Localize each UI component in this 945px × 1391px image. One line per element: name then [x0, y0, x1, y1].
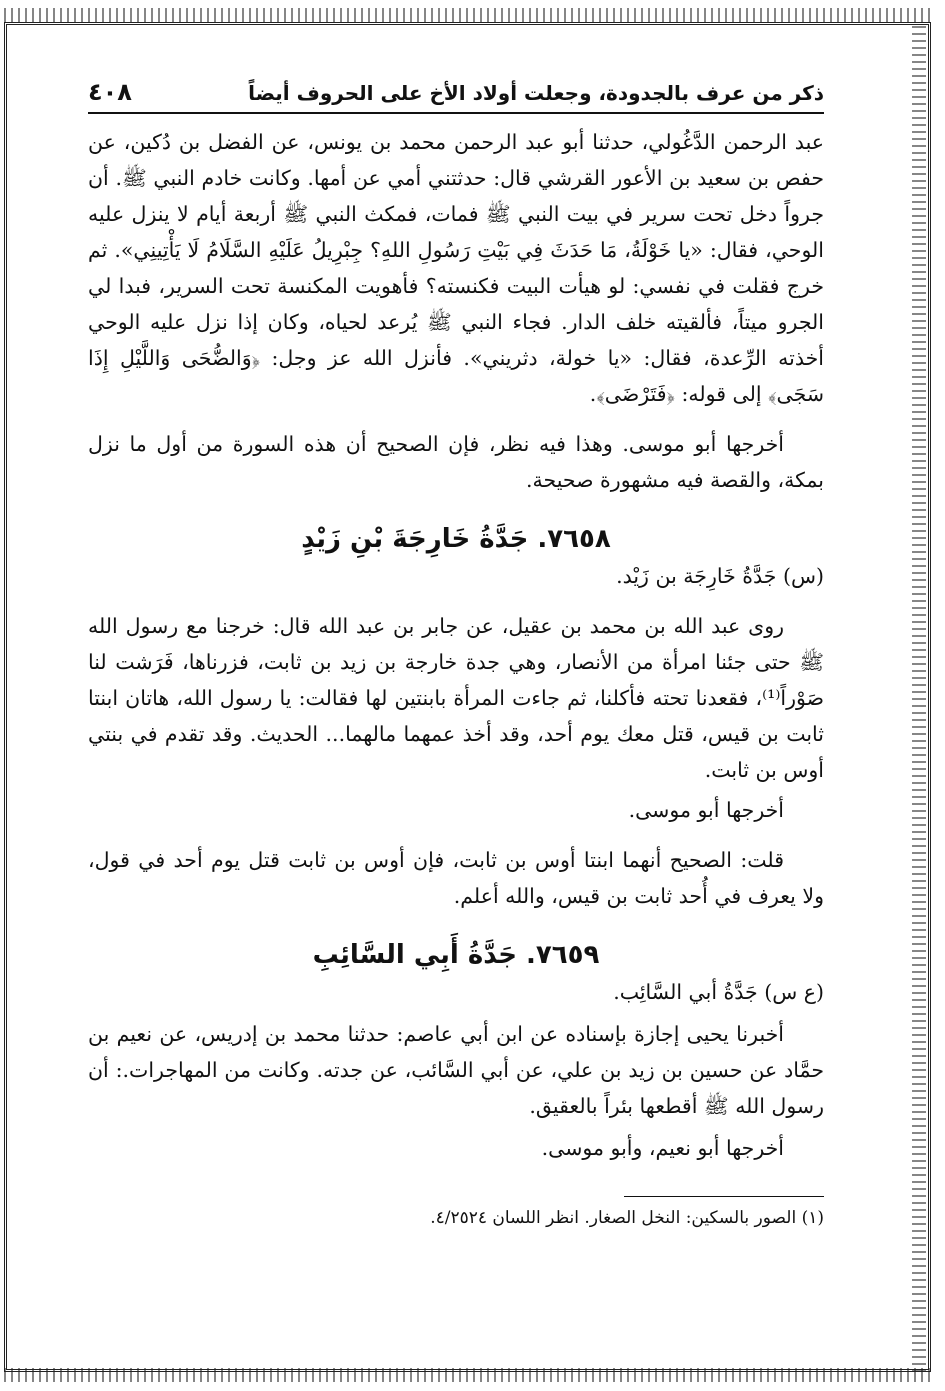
entry-title: ٧٦٥٩. جَدَّةُ أَبِي السَّائِبِ	[312, 940, 600, 970]
bottom-ornament-border	[4, 1368, 931, 1382]
top-ornament-border	[4, 8, 931, 22]
paragraph: قلت: الصحيح أنهما ابنتا أوس بن ثابت، فإن أوس بن ثابت قتل يوم أحد في قول، ولا يعرف في أُحد ثابت بن قيس، والله أعلم.	[88, 848, 824, 908]
paragraph: أخرجها أبو نعيم، وأبو موسى.	[541, 1136, 784, 1160]
footnote: (١) الصور بالسكين: النخل الصغار. انظر اللسان ٤/٢٥٢٤.	[430, 1208, 824, 1228]
footnote-separator	[624, 1196, 824, 1197]
page-number: ٤٠٨	[88, 78, 132, 106]
paragraph: عبد الرحمن الدَّغُولي، حدثنا أبو عبد الرحمن محمد بن يونس، عن الفضل بن دُكين، عن حفص بن سعيد بن الأعور القرشي قال: حدثتني أمي عن أمها. وكانت خادم النبي ﷺ. أن جرواً دخل تحت سرير في بيت النبي ﷺ فمات، فمكث النبي ﷺ أربعة أيام لا ينزل عليه الوحي، فقال: «يا خَوْلَةُ، مَا حَدَثَ فِي بَيْتِ رَسُولِ اللهِ؟ جِبْرِيلُ عَلَيْهِ السَّلَامُ لَا يَأْتِينِي». ثم خرج فقلت في نفسي: لو هيأت البيت فكنسته؟ فأهويت المكنسة تحت السرير، فبدا لي الجرو ميتاً، فألقيته خلف الدار. فجاء النبي ﷺ يُرعد لحياه، وكان إذا نزل عليه الوحي أخذته الرِّعدة، فقال: «يا خولة، دثريني». فأنزل الله عز وجل: ﴿وَالضُّحَى وَاللَّيْلِ إِذَا سَجَى﴾ إلى قوله: ﴿فَتَرْضَى﴾.	[88, 130, 824, 406]
running-title: ذكر من عرف بالجدودة، وجعلت أولاد الأخ على الحروف أيضاً	[248, 81, 824, 105]
paragraph: أخرجها أبو موسى. وهذا فيه نظر، فإن الصحيح أن هذه السورة من أول ما نزل بمكة، والقصة فيه مشهورة صحيحة.	[88, 432, 824, 492]
paragraph: روى عبد الله بن محمد بن عقيل، عن جابر بن عبد الله قال: خرجنا مع رسول الله ﷺ حتى جئنا امرأة من الأنصار، وهي جدة خارجة بن زيد بن ثابت، فزرناها، فَرَشت لنا صَوْراً⁽¹⁾، فقعدنا تحته فأكلنا، ثم جاءت المرأة بابنتين لها فقالت: يا رسول الله، هاتان ابنتا ثابت بن قيس، قتل معك يوم أحد، وقد أخذ عمهما مالهما... الحديث. وقد تقدم في بنتي أوس بن ثابت.	[88, 614, 824, 782]
paragraph: أخبرنا يحيى إجازة بإسناده عن ابن أبي عاصم: حدثنا محمد بن إدريس، عن نعيم بن حمَّاد عن حسين بن زيد بن علي، عن أبي السَّائب، عن جدته. وكانت من المهاجرات.: أن رسول الله ﷺ أقطعها بئراً بالعقيق.	[88, 1022, 824, 1118]
entry-title: ٧٦٥٨. جَدَّةُ خَارِجَةَ بْنِ زَيْدٍ	[301, 524, 611, 554]
entry-subtitle: (ع س) جَدَّةُ أبي السَّائِب.	[613, 980, 824, 1004]
page-content	[88, 78, 824, 1231]
paragraph: أخرجها أبو موسى.	[628, 798, 784, 822]
right-ornament-border	[912, 22, 926, 1372]
page-header	[88, 78, 824, 114]
entry-subtitle: (س) جَدَّةُ خَارِجَة بن زَيْد.	[616, 564, 824, 588]
